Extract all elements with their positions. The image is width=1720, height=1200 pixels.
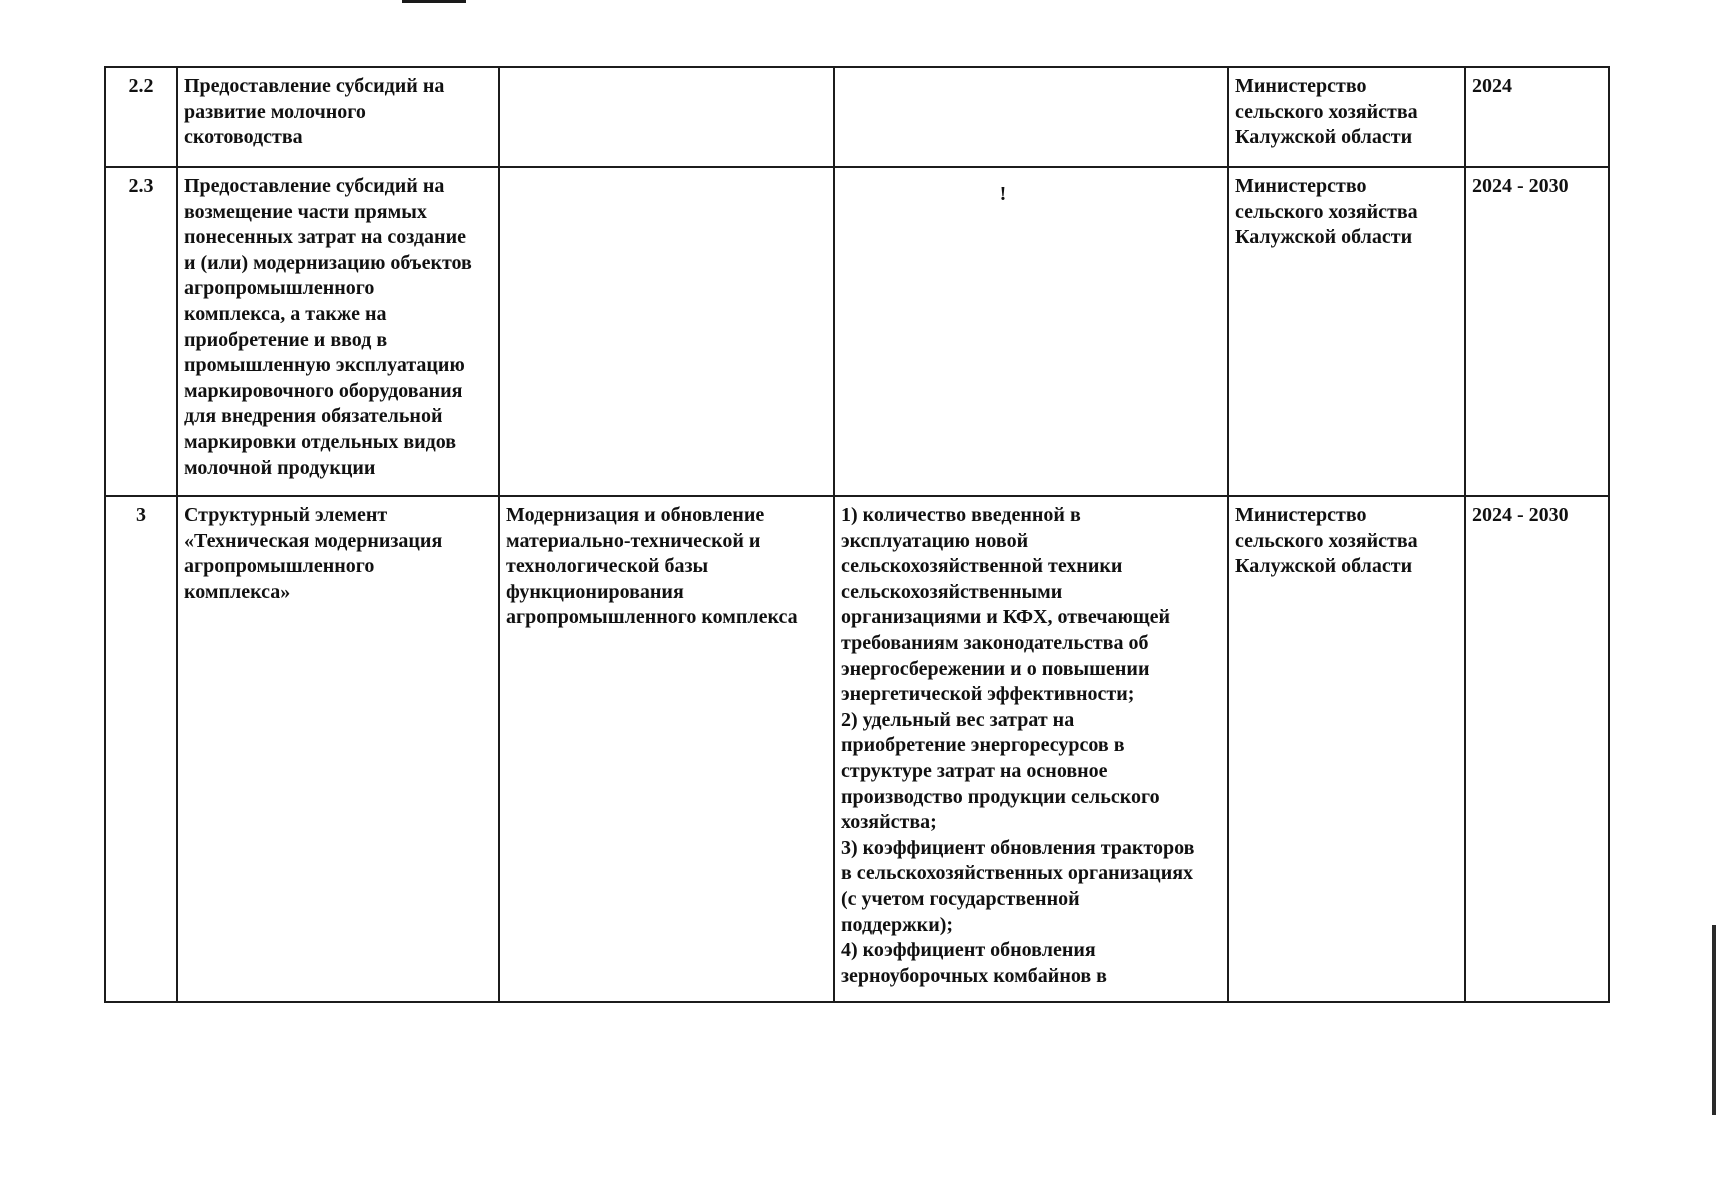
responsible-cell: Министерство сельского хозяйства Калужской области [1228,496,1465,1002]
indicators-cell [834,67,1228,167]
indicators-cell: 1) количество введенной в эксплуатацию новой сельскохозяйственной техники сельскохозяйственными организациями и КФХ, отвечающей требованиям законодательства об энергосбережении и о повышении энергетической эффективности; 2) удельный вес затрат на приобретение энергоресурсов в структуре затрат на основное производство продукции сельского хозяйства; 3) коэффициент обновления тракторов в сельскохозяйственных организациях (с учетом государственной поддержки); 4) коэффициент обновления зерноуборочных комбайнов в [834,496,1228,1002]
responsible-cell: Министерство сельского хозяйства Калужской области [1228,67,1465,167]
period-cell: 2024 - 2030 [1465,167,1609,496]
activity-name: Структурный элемент «Техническая модернизация агропромышленного комплекса» [177,496,499,1002]
period-cell: 2024 - 2030 [1465,496,1609,1002]
row-number: 2.2 [105,67,177,167]
indicators-cell [834,167,1228,496]
row-number: 2.3 [105,167,177,496]
row-number: 3 [105,496,177,1002]
activity-name: Предоставление субсидий на развитие молочного скотоводства [177,67,499,167]
tasks-cell [499,167,834,496]
table-row [105,167,1609,496]
scan-artifact-top [402,0,466,3]
table-row [105,67,1609,167]
activities-table [104,66,1610,1003]
activity-name: Предоставление субсидий на возмещение части прямых понесенных затрат на создание и (или) модернизацию объектов агропромышленного комплекса, а также на приобретение и ввод в промышленную эксплуатацию маркировочного оборудования для внедрения обязательной маркировки отдельных видов молочной продукции [177,167,499,496]
table-row [105,496,1609,1002]
stray-mark: ! [999,183,1007,205]
responsible-cell: Министерство сельского хозяйства Калужской области [1228,167,1465,496]
scan-artifact-right [1712,925,1716,1115]
tasks-cell: Модернизация и обновление материально-технической и технологической базы функционирования агропромышленного комплекса [499,496,834,1002]
period-cell: 2024 [1465,67,1609,167]
tasks-cell [499,67,834,167]
